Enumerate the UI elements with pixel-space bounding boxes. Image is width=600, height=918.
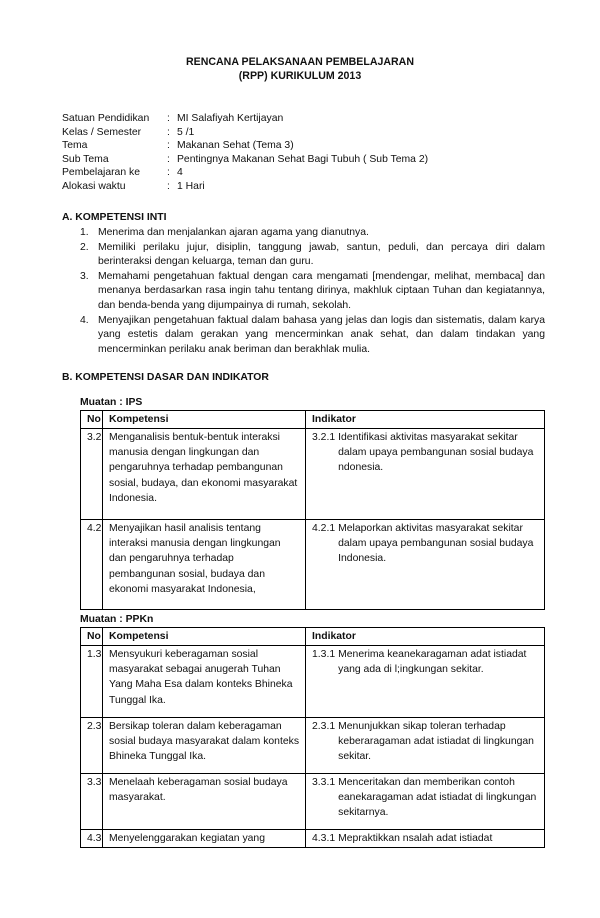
kompetensi-inti-list bbox=[80, 226, 545, 357]
indicator-text: Melaporkan aktivitas masyarakat sekitar dalam upaya pembangunan sosial budaya Indonesia. bbox=[338, 523, 534, 565]
list-item-text: Menyajikan pengetahuan faktual dalam bahasa yang jelas dan logis dan sistematis, dalam karya yang estetis dalam gerakan yang mencerminkan anak sehat, dan dalam tindakan yang mencerminkan perilaku anak beriman dan berakhlak mulia. bbox=[98, 314, 545, 355]
identity-key: Pembelajaran ke bbox=[62, 167, 140, 179]
ppkn-table bbox=[80, 627, 545, 848]
identity-value: Makanan Sehat (Tema 3) bbox=[177, 140, 294, 152]
indikator-cell bbox=[306, 774, 545, 830]
kompetensi-cell: Bersikap toleran dalam keberagaman sosial budaya masyarakat dalam konteks Bhineka Tunggal Ika. bbox=[103, 718, 306, 774]
identity-value: 1 Hari bbox=[177, 180, 205, 192]
identity-row bbox=[62, 180, 428, 194]
identity-sep: : bbox=[167, 180, 170, 192]
indikator-cell bbox=[306, 520, 545, 610]
table-header-row bbox=[81, 411, 545, 429]
list-item bbox=[80, 226, 545, 241]
identity-key: Kelas / Semester bbox=[62, 126, 142, 138]
ips-table bbox=[80, 410, 545, 610]
indikator-cell bbox=[306, 646, 545, 718]
identity-key: Sub Tema bbox=[62, 153, 109, 165]
identity-key: Tema bbox=[62, 140, 88, 152]
kompetensi-cell: Menganalisis bentuk-bentuk interaksi manusia dengan lingkungan dan pengaruhnya terhadap pembangunan sosial, budaya, dan ekonomi masyarakat Indonesia. bbox=[103, 429, 306, 520]
indicator-code: 2.3.1 bbox=[312, 721, 336, 733]
identity-row bbox=[62, 112, 428, 126]
indicator-text: Menunjukkan sikap toleran terhadap keberaragaman adat istiadat di lingkungan sekitar. bbox=[338, 721, 534, 763]
list-item bbox=[80, 270, 545, 314]
column-header-indikator: Indikator bbox=[306, 411, 545, 429]
indikator-cell bbox=[306, 429, 545, 520]
table-row bbox=[81, 429, 545, 520]
indicator-text: Menceritakan dan memberikan contoh eanekaragaman adat istiadat di lingkungan sekitarnya. bbox=[338, 777, 537, 819]
identity-value: MI Salafiyah Kertijayan bbox=[177, 113, 284, 124]
indicator-text: Menerima keanekaragaman adat istiadat yang ada di l;ingkungan sekitar. bbox=[338, 649, 527, 676]
list-item-number: 3. bbox=[80, 270, 89, 282]
list-item-number: 1. bbox=[80, 227, 89, 238]
row-number: 4.3 bbox=[81, 830, 103, 848]
list-item-text: Memiliki perilaku jujur, disiplin, tanggung jawab, santun, peduli, dan percaya diri dalam berinteraksi dengan keluarga, teman dan guru. bbox=[98, 241, 545, 268]
identity-value: 4 bbox=[177, 167, 183, 179]
list-item-text: Menerima dan menjalankan ajaran agama yang dianutnya. bbox=[98, 227, 369, 238]
section-a-heading: A. KOMPETENSI INTI bbox=[62, 212, 167, 223]
identity-block bbox=[62, 112, 428, 194]
indicator-code: 1.3.1 bbox=[312, 649, 336, 661]
identity-row bbox=[62, 166, 428, 180]
identity-sep: : bbox=[167, 113, 170, 124]
table-row bbox=[81, 718, 545, 774]
list-item bbox=[80, 314, 545, 358]
row-number: 3.2 bbox=[81, 429, 103, 520]
indicator-code: 4.2.1 bbox=[312, 523, 336, 535]
row-number: 1.3 bbox=[81, 646, 103, 718]
list-item-text: Memahami pengetahuan faktual dengan cara mengamati [mendengar, melihat, membaca] dan menanya berdasarkan rasa ingin tahu tentang dirinya, makhluk ciptaan Tuhan dan kegiatannya, dan benda-benda yang dijumpainya di rumah, sekolah. bbox=[98, 270, 545, 311]
indikator-cell bbox=[306, 830, 545, 848]
row-number: 2.3 bbox=[81, 718, 103, 774]
row-number: 4.2 bbox=[81, 520, 103, 610]
ppkn-label: Muatan : PPKn bbox=[80, 614, 154, 625]
identity-key: Satuan Pendidikan bbox=[62, 113, 150, 124]
kompetensi-cell: Mensyukuri keberagaman sosial masyarakat sebagai anugerah Tuhan Yang Maha Esa dalam konteks Bhineka Tunggal Ika. bbox=[103, 646, 306, 718]
indicator-text: Identifikasi aktivitas masyarakat sekitar dalam upaya pembangunan sosial budaya ndonesia. bbox=[338, 432, 534, 474]
kompetensi-cell: Menelaah keberagaman sosial budaya masyarakat. bbox=[103, 774, 306, 830]
column-header-no: No bbox=[81, 411, 103, 429]
identity-sep: : bbox=[167, 126, 170, 138]
section-b-heading: B. KOMPETENSI DASAR DAN INDIKATOR bbox=[62, 372, 269, 383]
list-item-number: 4. bbox=[80, 314, 89, 326]
column-header-no: No bbox=[81, 628, 103, 646]
document-title-line-2: (RPP) KURIKULUM 2013 bbox=[238, 70, 362, 82]
indicator-code: 3.3.1 bbox=[312, 777, 336, 789]
column-header-kompetensi: Kompetensi bbox=[103, 411, 306, 429]
identity-row bbox=[62, 153, 428, 167]
list-item bbox=[80, 241, 545, 270]
identity-sep: : bbox=[167, 167, 170, 179]
identity-key: Alokasi waktu bbox=[62, 180, 126, 192]
identity-row bbox=[62, 126, 428, 140]
list-item-number: 2. bbox=[80, 241, 89, 253]
column-header-kompetensi: Kompetensi bbox=[103, 628, 306, 646]
indikator-cell bbox=[306, 718, 545, 774]
identity-value: Pentingnya Makanan Sehat Bagi Tubuh ( Sub Tema 2) bbox=[177, 153, 429, 165]
kompetensi-cell: Menyajikan hasil analisis tentang interaksi manusia dengan lingkungan dan pengaruhnya terhadap pembangunan sosial, budaya dan ekonomi masyarakat Indonesia, bbox=[103, 520, 306, 610]
table-row bbox=[81, 520, 545, 610]
table-row bbox=[81, 774, 545, 830]
indicator-code: 4.3.1 bbox=[312, 833, 336, 845]
indicator-text: Mepraktikkan nsalah adat istiadat bbox=[338, 833, 493, 845]
table-header-row bbox=[81, 628, 545, 646]
table-row bbox=[81, 830, 545, 848]
identity-value: 5 /1 bbox=[177, 126, 195, 138]
column-header-indikator: Indikator bbox=[306, 628, 545, 646]
row-number: 3.3 bbox=[81, 774, 103, 830]
indicator-code: 3.2.1 bbox=[312, 432, 336, 444]
document-title-line-1: RENCANA PELAKSANAAN PEMBELAJARAN bbox=[186, 56, 414, 68]
identity-sep: : bbox=[167, 140, 170, 152]
ips-label: Muatan : IPS bbox=[80, 397, 143, 408]
identity-row bbox=[62, 139, 428, 153]
kompetensi-cell: Menyelenggarakan kegiatan yang bbox=[103, 830, 306, 848]
table-row bbox=[81, 646, 545, 718]
identity-sep: : bbox=[167, 153, 170, 165]
